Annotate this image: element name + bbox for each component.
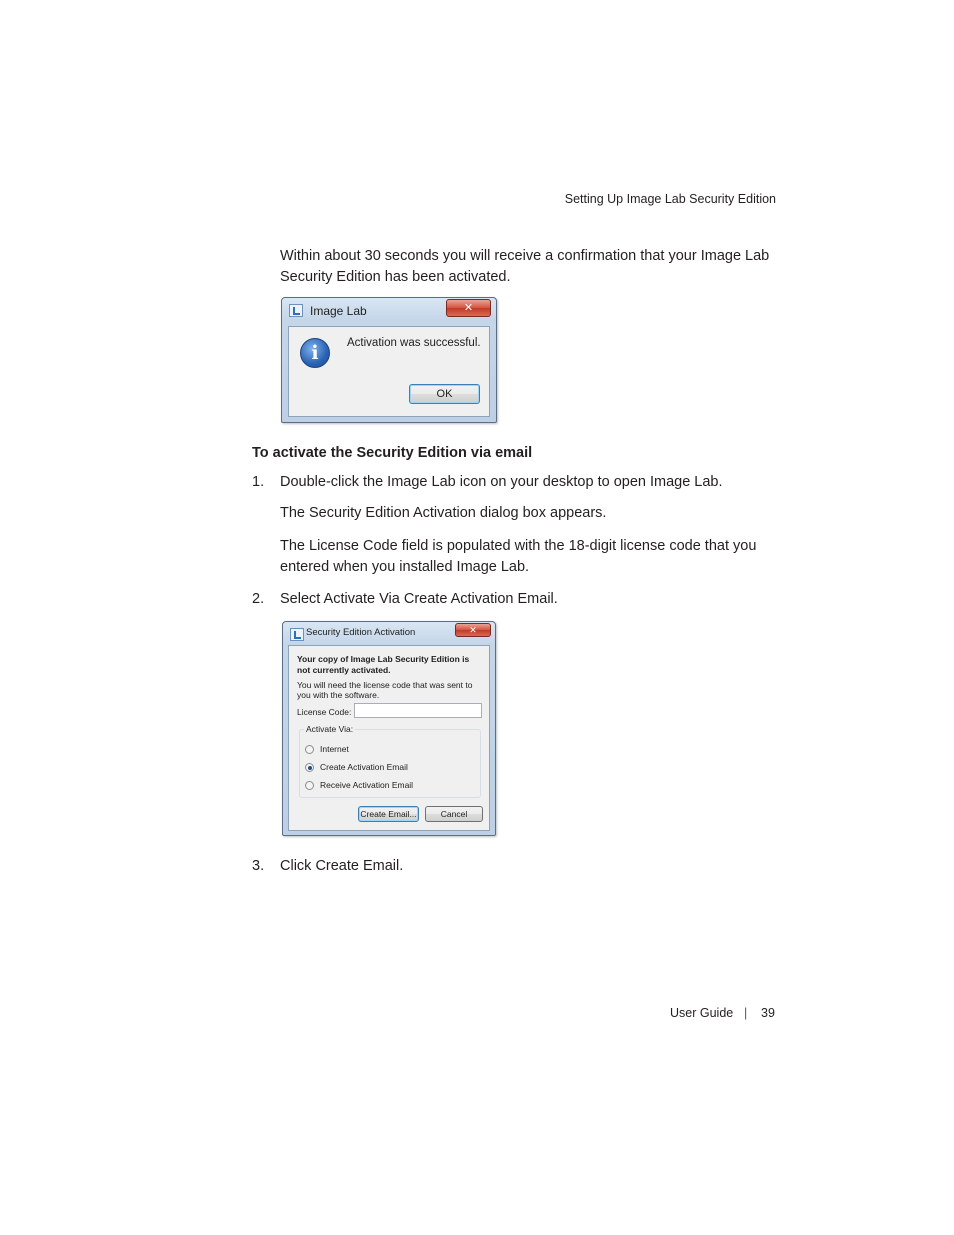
intro-paragraph — [280, 246, 770, 288]
radio-label: Receive Activation Email — [320, 780, 414, 790]
dialog-client-area — [288, 645, 490, 831]
section-heading: To activate the Security Edition via email — [252, 445, 533, 461]
page-number: 39 — [761, 1006, 775, 1020]
step-1-text: Double-click the Image Lab icon on your desktop to open Image Lab. — [280, 474, 723, 490]
license-info-text — [297, 680, 472, 700]
license-note-line-1: The License Code field is populated with the 18-digit license code that you — [280, 538, 757, 554]
step-3-number: 3. — [252, 858, 265, 874]
radio-receive-activation-email[interactable] — [305, 779, 475, 792]
image-lab-app-icon — [289, 304, 303, 317]
warning-line-1: Your copy of Image Lab Security Edition is — [297, 654, 470, 664]
intro-line-1: Within about 30 seconds you will receive a confirmation that your Image Lab — [280, 248, 770, 264]
info-line-1: You will need the license code that was sent to — [297, 680, 473, 690]
cancel-button[interactable]: Cancel — [425, 806, 483, 822]
step-2-number: 2. — [252, 591, 265, 607]
close-icon: ✕ — [469, 625, 477, 635]
close-icon: ✕ — [463, 302, 474, 314]
radio-label: Create Activation Email — [320, 762, 408, 772]
radio-button-selected[interactable] — [305, 763, 314, 772]
info-line-2: you with the software. — [297, 690, 380, 700]
radio-button[interactable] — [305, 781, 314, 790]
dialog-title: Security Edition Activation — [306, 627, 416, 638]
close-button[interactable] — [455, 623, 491, 637]
license-code-label: License Code: — [297, 707, 352, 717]
footer-guide-label: User Guide — [670, 1006, 734, 1020]
license-note-line-2: entered when you installed Image Lab. — [280, 559, 530, 575]
step-1-note: The Security Edition Activation dialog box appears. — [280, 505, 607, 521]
intro-line-2: Security Edition has been activated. — [280, 269, 511, 285]
create-email-button[interactable]: Create Email... — [358, 806, 419, 822]
radio-create-activation-email[interactable] — [305, 761, 475, 774]
information-icon: i — [300, 338, 330, 368]
dialog-title: Image Lab — [310, 304, 367, 318]
step-3-text: Click Create Email. — [280, 858, 404, 874]
security-edition-activation-dialog — [282, 621, 496, 836]
close-button[interactable] — [446, 299, 491, 317]
dialog-message: Activation was successful. — [347, 337, 481, 349]
running-header: Setting Up Image Lab Security Edition — [564, 192, 776, 206]
radio-button[interactable] — [305, 745, 314, 754]
activation-warning — [297, 654, 469, 675]
activate-via-label: Activate Via: — [306, 724, 354, 734]
dialog-client-area — [288, 326, 490, 417]
ok-button[interactable]: OK — [409, 384, 480, 404]
radio-internet[interactable] — [305, 743, 475, 756]
footer-separator: | — [744, 1006, 748, 1020]
step-2-text: Select Activate Via Create Activation Email. — [280, 591, 558, 607]
license-code-field[interactable] — [354, 703, 482, 718]
step-1-license-note — [280, 536, 770, 578]
image-lab-app-icon — [290, 628, 304, 641]
step-1-number: 1. — [252, 474, 265, 490]
warning-line-2: not currently activated. — [297, 664, 391, 675]
activation-success-dialog — [281, 297, 497, 423]
radio-label: Internet — [320, 744, 349, 754]
